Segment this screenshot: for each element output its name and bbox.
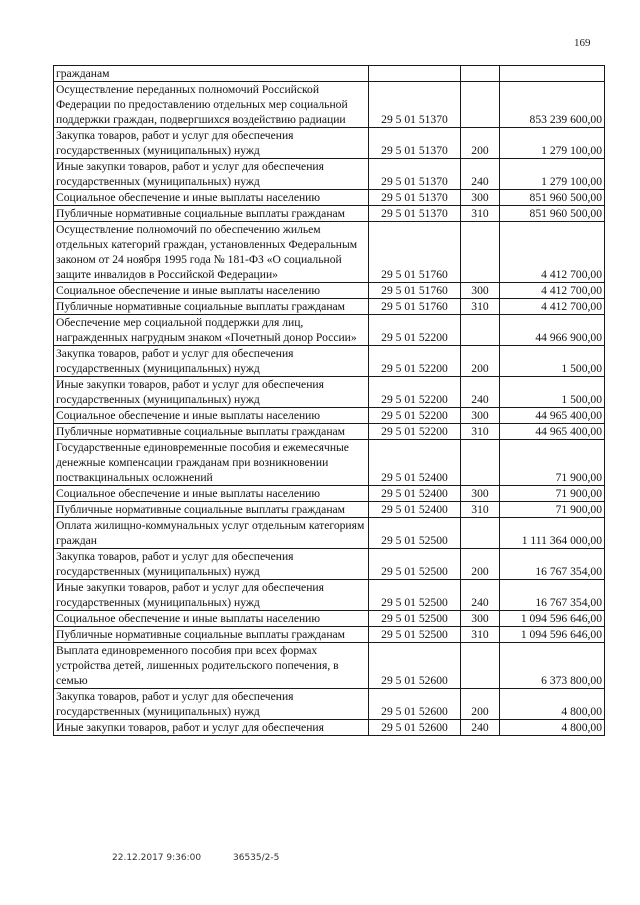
row-code-cell: 29 5 01 52600	[369, 720, 461, 736]
table-row	[54, 611, 605, 627]
row-name-cell: Социальное обеспечение и иные выплаты населению	[54, 283, 369, 299]
row-type-cell: 240	[461, 580, 500, 611]
row-code-cell: 29 5 01 51370	[369, 128, 461, 159]
row-name-cell: Публичные нормативные социальные выплаты гражданам	[54, 299, 369, 315]
row-code-cell: 29 5 01 52500	[369, 518, 461, 549]
row-name-cell: Публичные нормативные социальные выплаты гражданам	[54, 206, 369, 222]
row-code-cell: 29 5 01 52600	[369, 689, 461, 720]
row-type-cell	[461, 315, 500, 346]
row-sum-cell: 44 966 900,00	[500, 315, 605, 346]
table-row	[54, 299, 605, 315]
row-type-cell: 310	[461, 206, 500, 222]
row-type-cell: 300	[461, 408, 500, 424]
table-row	[54, 206, 605, 222]
table-row	[54, 346, 605, 377]
row-type-cell: 200	[461, 346, 500, 377]
table-row	[54, 424, 605, 440]
row-name-cell: Социальное обеспечение и иные выплаты населению	[54, 408, 369, 424]
row-sum-cell: 853 239 600,00	[500, 82, 605, 128]
row-code-cell: 29 5 01 51760	[369, 299, 461, 315]
row-sum-cell: 1 279 100,00	[500, 159, 605, 190]
row-code-cell: 29 5 01 51370	[369, 159, 461, 190]
table-row	[54, 159, 605, 190]
row-sum-cell: 4 412 700,00	[500, 283, 605, 299]
row-name-cell: Оплата жилищно-коммунальных услуг отдельным категориям граждан	[54, 518, 369, 549]
table-row	[54, 315, 605, 346]
row-name-cell: Закупка товаров, работ и услуг для обеспечения государственных (муниципальных) нужд	[54, 128, 369, 159]
table-row	[54, 580, 605, 611]
table-row	[54, 720, 605, 736]
row-name-cell: Обеспечение мер социальной поддержки для лиц, награжденных нагрудным знаком «Почетный донор России»	[54, 315, 369, 346]
row-sum-cell: 1 500,00	[500, 346, 605, 377]
row-name-cell: Иные закупки товаров, работ и услуг для обеспечения государственных (муниципальных) нужд	[54, 580, 369, 611]
row-name-cell: Иные закупки товаров, работ и услуг для обеспечения	[54, 720, 369, 736]
row-type-cell	[461, 82, 500, 128]
row-sum-cell: 71 900,00	[500, 486, 605, 502]
row-code-cell	[369, 66, 461, 82]
row-name-cell: Закупка товаров, работ и услуг для обеспечения государственных (муниципальных) нужд	[54, 346, 369, 377]
row-sum-cell: 44 965 400,00	[500, 424, 605, 440]
row-type-cell: 310	[461, 627, 500, 643]
row-sum-cell: 44 965 400,00	[500, 408, 605, 424]
row-sum-cell: 1 500,00	[500, 377, 605, 408]
row-sum-cell: 4 412 700,00	[500, 222, 605, 283]
row-sum-cell	[500, 66, 605, 82]
row-code-cell: 29 5 01 52400	[369, 502, 461, 518]
row-type-cell: 310	[461, 299, 500, 315]
table-row	[54, 689, 605, 720]
row-code-cell: 29 5 01 52200	[369, 408, 461, 424]
table-row	[54, 486, 605, 502]
table-row	[54, 222, 605, 283]
page-number: 169	[574, 37, 591, 49]
row-sum-cell: 851 960 500,00	[500, 190, 605, 206]
row-code-cell: 29 5 01 51370	[369, 82, 461, 128]
row-name-cell: Закупка товаров, работ и услуг для обеспечения государственных (муниципальных) нужд	[54, 549, 369, 580]
row-code-cell: 29 5 01 52200	[369, 315, 461, 346]
table-row	[54, 440, 605, 486]
row-code-cell: 29 5 01 52600	[369, 643, 461, 689]
row-sum-cell: 16 767 354,00	[500, 580, 605, 611]
row-code-cell: 29 5 01 52400	[369, 440, 461, 486]
footer-document-id: 36535/2-5	[233, 853, 280, 863]
row-code-cell: 29 5 01 52200	[369, 424, 461, 440]
row-code-cell: 29 5 01 51370	[369, 206, 461, 222]
row-sum-cell: 1 094 596 646,00	[500, 611, 605, 627]
table-row	[54, 627, 605, 643]
row-code-cell: 29 5 01 52200	[369, 377, 461, 408]
row-type-cell: 240	[461, 720, 500, 736]
row-name-cell: Публичные нормативные социальные выплаты гражданам	[54, 627, 369, 643]
row-code-cell: 29 5 01 52500	[369, 627, 461, 643]
table-row	[54, 518, 605, 549]
budget-table-body	[54, 66, 605, 736]
row-type-cell: 300	[461, 283, 500, 299]
row-type-cell	[461, 518, 500, 549]
row-name-cell: Закупка товаров, работ и услуг для обеспечения государственных (муниципальных) нужд	[54, 689, 369, 720]
row-name-cell: Публичные нормативные социальные выплаты гражданам	[54, 424, 369, 440]
row-sum-cell: 4 412 700,00	[500, 299, 605, 315]
row-type-cell: 200	[461, 549, 500, 580]
row-code-cell: 29 5 01 52500	[369, 611, 461, 627]
row-code-cell: 29 5 01 51760	[369, 283, 461, 299]
row-type-cell	[461, 643, 500, 689]
table-row	[54, 502, 605, 518]
row-name-cell: Государственные единовременные пособия и ежемесячные денежные компенсации гражданам при возникновении поствакцинальных осложнений	[54, 440, 369, 486]
row-code-cell: 29 5 01 52500	[369, 549, 461, 580]
row-sum-cell: 4 800,00	[500, 689, 605, 720]
row-name-cell: Осуществление полномочий по обеспечению жильем отдельных категорий граждан, установленных Федеральным законом от 24 ноября 1995 года № 181-ФЗ «О социальной защите инвалидов в Российской Федерации»	[54, 222, 369, 283]
row-name-cell: Осуществление переданных полномочий Российской Федерации по предоставлению отдельных мер социальной поддержки граждан, подвергшихся воздействию радиации	[54, 82, 369, 128]
row-sum-cell: 71 900,00	[500, 440, 605, 486]
table-row	[54, 377, 605, 408]
row-type-cell	[461, 440, 500, 486]
row-code-cell: 29 5 01 52200	[369, 346, 461, 377]
row-sum-cell: 1 094 596 646,00	[500, 627, 605, 643]
row-sum-cell: 16 767 354,00	[500, 549, 605, 580]
row-name-cell: Иные закупки товаров, работ и услуг для обеспечения государственных (муниципальных) нужд	[54, 377, 369, 408]
row-type-cell	[461, 66, 500, 82]
row-type-cell	[461, 222, 500, 283]
table-row	[54, 66, 605, 82]
row-type-cell: 200	[461, 689, 500, 720]
table-row	[54, 408, 605, 424]
row-type-cell: 300	[461, 190, 500, 206]
budget-table	[53, 65, 605, 736]
row-code-cell: 29 5 01 52500	[369, 580, 461, 611]
row-name-cell: Выплата единовременного пособия при всех формах устройства детей, лишенных родительского попечения, в семью	[54, 643, 369, 689]
row-sum-cell: 851 960 500,00	[500, 206, 605, 222]
row-type-cell: 240	[461, 159, 500, 190]
row-name-cell: Публичные нормативные социальные выплаты гражданам	[54, 502, 369, 518]
row-name-cell: гражданам	[54, 66, 369, 82]
table-row	[54, 128, 605, 159]
row-sum-cell: 6 373 800,00	[500, 643, 605, 689]
row-type-cell: 310	[461, 502, 500, 518]
row-code-cell: 29 5 01 51370	[369, 190, 461, 206]
table-row	[54, 283, 605, 299]
row-type-cell: 240	[461, 377, 500, 408]
table-row	[54, 549, 605, 580]
table-row	[54, 190, 605, 206]
row-sum-cell: 1 279 100,00	[500, 128, 605, 159]
row-code-cell: 29 5 01 51760	[369, 222, 461, 283]
row-name-cell: Социальное обеспечение и иные выплаты населению	[54, 190, 369, 206]
row-type-cell: 300	[461, 611, 500, 627]
row-code-cell: 29 5 01 52400	[369, 486, 461, 502]
row-type-cell: 200	[461, 128, 500, 159]
table-row	[54, 643, 605, 689]
row-type-cell: 300	[461, 486, 500, 502]
row-sum-cell: 4 800,00	[500, 720, 605, 736]
row-name-cell: Социальное обеспечение и иные выплаты населению	[54, 611, 369, 627]
row-sum-cell: 71 900,00	[500, 502, 605, 518]
row-name-cell: Иные закупки товаров, работ и услуг для обеспечения государственных (муниципальных) нужд	[54, 159, 369, 190]
table-row	[54, 82, 605, 128]
row-type-cell: 310	[461, 424, 500, 440]
row-name-cell: Социальное обеспечение и иные выплаты населению	[54, 486, 369, 502]
footer-timestamp: 22.12.2017 9:36:00	[112, 853, 202, 863]
row-sum-cell: 1 111 364 000,00	[500, 518, 605, 549]
